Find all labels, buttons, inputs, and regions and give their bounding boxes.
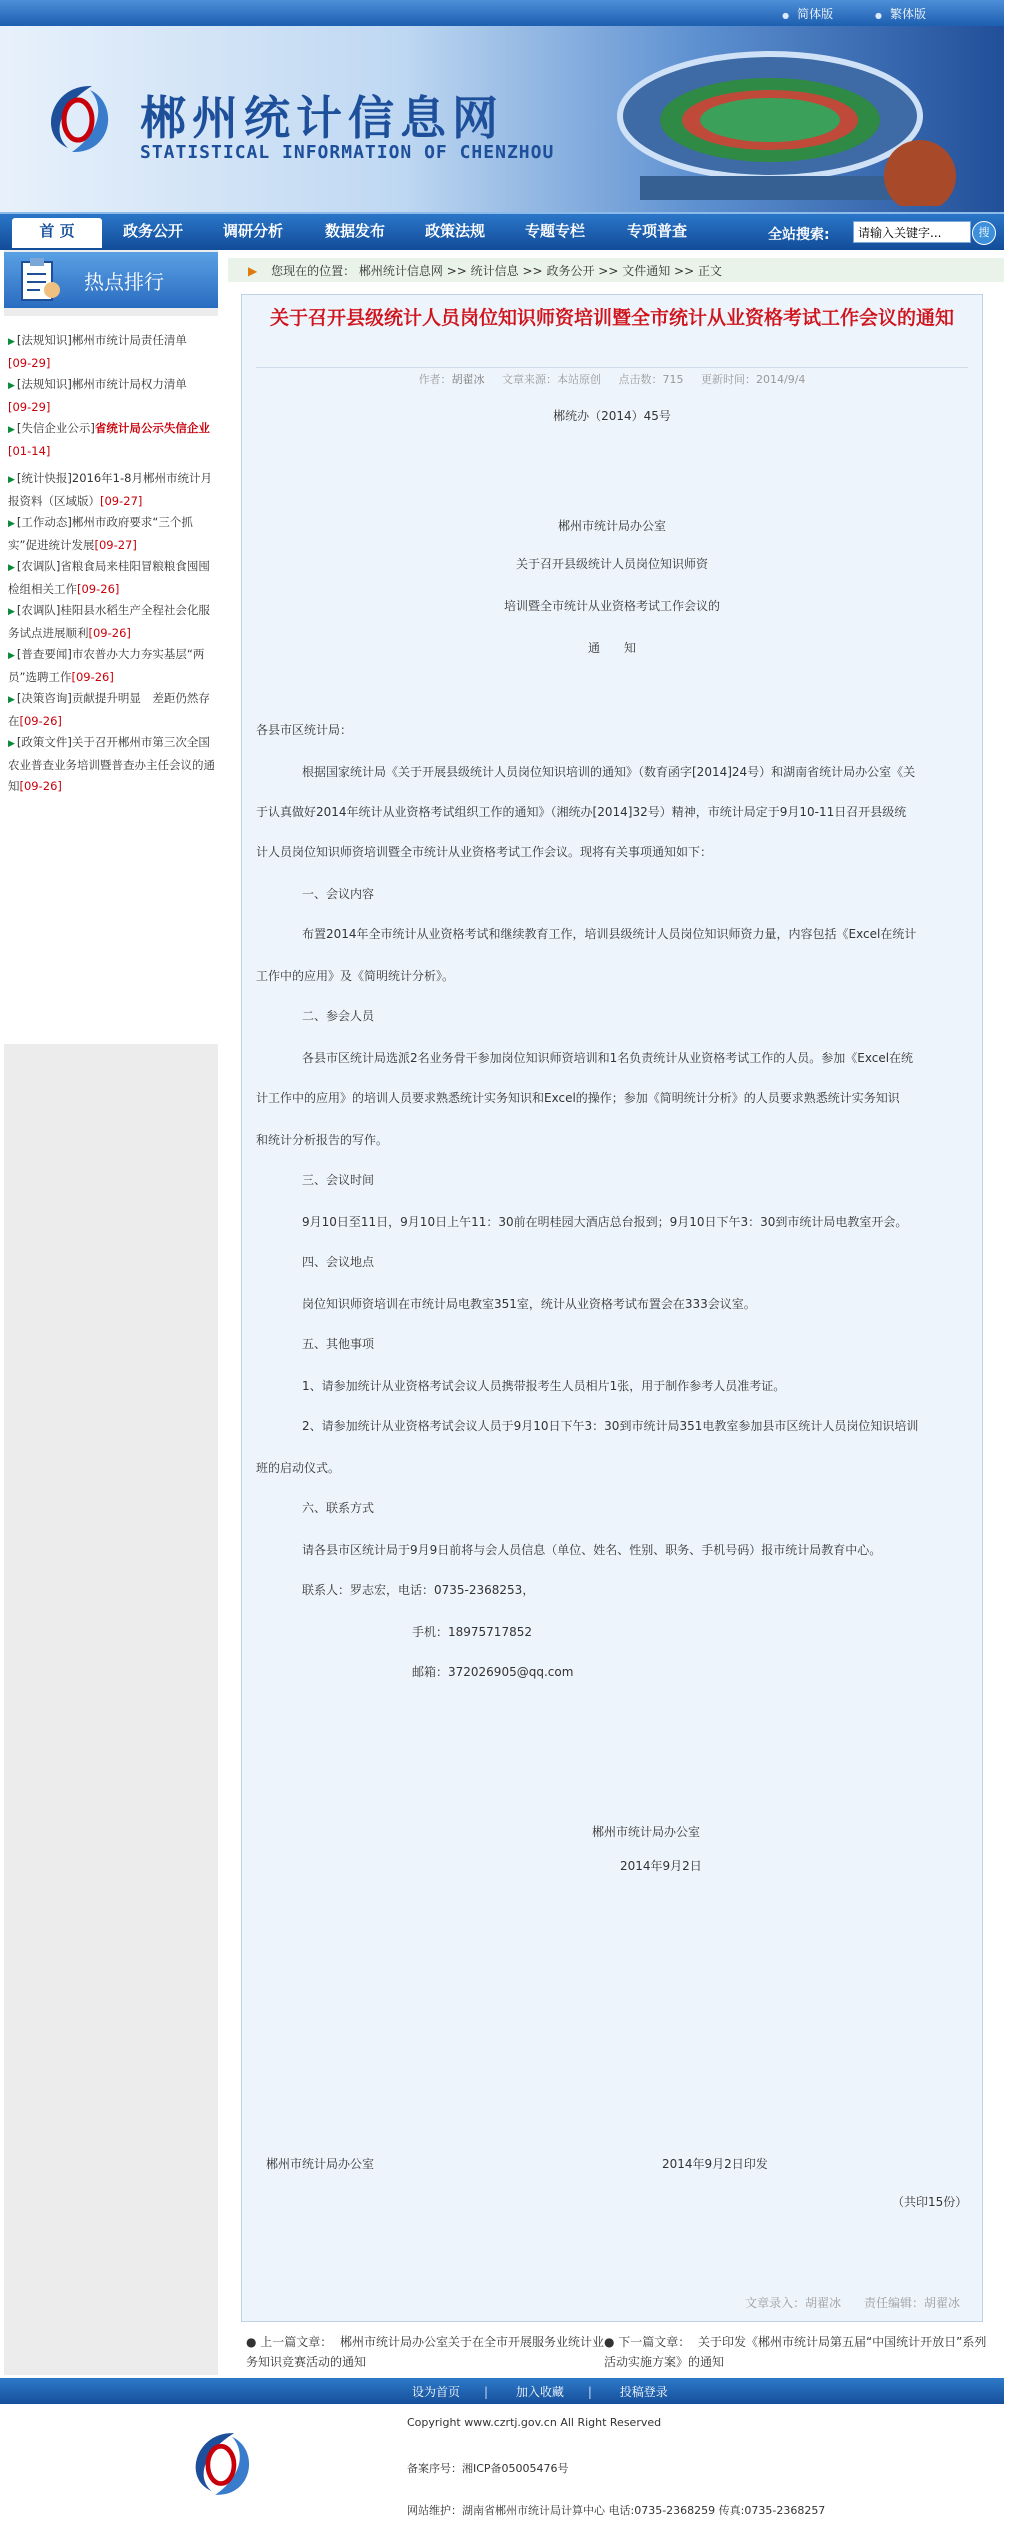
breadcrumb-item[interactable]: 郴州统计信息网: [358, 264, 443, 278]
body-line: 1、请参加统计从业资格考试会议人员携带报考生人员相片1张，用于制作参考人员准考证。: [302, 1379, 786, 1393]
list-item[interactable]: ▶ [普查要闻]市农普办大力夯实基层“两员”选聘工作[09-26]: [8, 647, 205, 684]
list-item[interactable]: ▶ [失信企业公示]省统计局公示失信企业[01-14]: [8, 421, 210, 458]
sign-date: 2014年9月2日: [620, 1859, 702, 1873]
nav-census[interactable]: 专项普查: [626, 222, 687, 240]
breadcrumb-path: ▶ 您现在的位置： 郴州统计信息网 >> 统计信息 >> 政务公开 >> 文件通知 >> 正文: [248, 264, 722, 278]
list-item[interactable]: ▶ [决策咨询]贡献提升明显 差距仍然存在[09-26]: [8, 691, 210, 728]
body-line: 班的启动仪式。: [256, 1461, 341, 1475]
footer-links: 设为首页 | 加入收藏 | 投稿登录: [412, 2385, 668, 2399]
list-item[interactable]: ▶ [统计快报]2016年1-8月郴州市统计月报资料（区域版）[09-27]: [8, 471, 212, 508]
body-line: 各县市区统计局选派2名业务骨干参加岗位知识师资培训和1名负责统计从业资格考试工作的人员。参加《Excel在统: [302, 1051, 914, 1065]
hot-ranking-header: [4, 252, 218, 308]
prev-article[interactable]: ● 上一篇文章： 郴州市统计局办公室关于在全市开展服务业统计业务知识竞赛活动的通知: [246, 2335, 604, 2369]
nav-research[interactable]: 调研分析: [222, 222, 283, 240]
print-copies: （共印15份）: [892, 2195, 968, 2209]
print-org: 郴州市统计局办公室: [266, 2157, 375, 2171]
list-item[interactable]: ▶ [工作动态]郴州市政府要求“三个抓实”促进统计发展[09-27]: [8, 515, 193, 552]
body-line: 岗位知识师资培训在市统计局电教室351室，统计从业资格考试布置会在333会议室。: [302, 1297, 756, 1311]
clipboard-icon: [18, 258, 62, 304]
list-item[interactable]: ▶ [政策文件]关于召开郴州市第三次全国农业普查业务培训暨普查办主任会议的通知[09-26]: [8, 735, 215, 793]
breadcrumb-item[interactable]: 统计信息: [470, 264, 519, 278]
arrow-icon: ▶: [8, 563, 15, 573]
body-line: 于认真做好2014年统计从业资格考试组织工作的通知》（湘统办[2014]32号）精神，市统计局定于9月10-11日召开县级统: [256, 805, 907, 819]
traditional-link[interactable]: ● 繁体版: [875, 7, 926, 21]
arrow-icon: ▶: [8, 425, 15, 435]
footer: [0, 2404, 1004, 2544]
breadcrumb: [228, 258, 1004, 282]
section-heading: 六、联系方式: [302, 1501, 375, 1515]
contact-line: 邮箱：372026905@qq.com: [412, 1665, 574, 1679]
body-line: 计工作中的应用》的培训人员要求熟悉统计实务知识和Excel的操作；参加《简明统计分析》的人员要求熟悉统计实务知识: [256, 1091, 900, 1105]
add-favorite-link[interactable]: 加入收藏: [515, 2385, 564, 2399]
arrow-icon: ▶: [8, 475, 15, 485]
arrow-icon: ▶: [248, 264, 258, 278]
body-line: 和统计分析报告的写作。: [256, 1133, 389, 1147]
section-heading: 三、会议时间: [302, 1173, 375, 1187]
logo-icon: [32, 74, 122, 164]
contact-line: 手机：18975717852: [412, 1625, 532, 1639]
breadcrumb-item: 正文: [697, 264, 722, 278]
article: [241, 294, 983, 2322]
arrow-icon: ▶: [8, 337, 15, 347]
search-button[interactable]: 搜: [972, 221, 996, 245]
list-item[interactable]: ▶ [法规知识]郴州市统计局权力清单 [09-29]: [8, 377, 187, 414]
search-label: 全站搜索:: [768, 227, 830, 243]
page-margin: [1004, 0, 1022, 2544]
heading-line: 关于召开县级统计人员岗位知识师资: [515, 557, 708, 571]
maintainer: 网站维护：湖南省郴州市统计局计算中心 电话:0735-2368259 传真:0735-2368257: [407, 2504, 826, 2517]
nav-data-release[interactable]: 数据发布: [324, 222, 385, 240]
hot-ranking-list: [4, 316, 218, 1044]
body-line: 9月10日至11日，9月10日上午11：30前在明桂园大酒店总台报到；9月10日下午3：30到市统计局电教室开会。: [302, 1215, 908, 1229]
list-item[interactable]: ▶ [农调队]桂阳县水稻生产全程社会化服务试点进展顺利[09-26]: [8, 603, 210, 640]
set-home-link[interactable]: 设为首页: [412, 2385, 461, 2399]
section-heading: 五、其他事项: [302, 1337, 375, 1351]
heading-line: 通 知: [587, 641, 636, 655]
arrow-icon: ▶: [8, 381, 15, 391]
arrow-icon: ▶: [8, 651, 15, 661]
salutation: 各县市区统计局：: [256, 723, 353, 737]
nav-topics[interactable]: 专题专栏: [524, 222, 585, 240]
doc-number: 郴统办（2014）45号: [553, 409, 671, 423]
body-line: 根据国家统计局《关于开展县级统计人员岗位知识培训的通知》（数育函字[2014]24号）和湖南省统计局办公室《关: [302, 765, 916, 779]
footer-logo-icon: [178, 2422, 262, 2506]
heading-line: 培训暨全市统计从业资格考试工作会议的: [503, 599, 720, 613]
article-footer-meta: 文章录入：胡翟冰 责任编辑：胡翟冰: [745, 2296, 960, 2310]
sign-org: 郴州市统计局办公室: [592, 1825, 701, 1839]
arrow-icon: ▶: [8, 739, 15, 749]
body-line: 请各县市区统计局于9月9日前将与会人员信息（单位、姓名、性别、职务、手机号码）报市统计局教育中心。: [302, 1543, 882, 1557]
site-title: 郴州统计信息网: [140, 91, 504, 145]
search-input[interactable]: [853, 221, 971, 243]
article-meta: 作者：胡翟冰 文章来源：本站原创 点击数：715 更新时间：2014/9/4: [418, 373, 806, 386]
list-item[interactable]: ▶ [法规知识]郴州市统计局责任清单 [09-29]: [8, 333, 187, 370]
arrow-icon: ▶: [8, 695, 15, 705]
list-item[interactable]: ▶ [农调队]省粮食局来桂阳冒粮粮食囤囤检组相关工作[09-26]: [8, 559, 210, 596]
copyright: Copyright www.czrtj.gov.cn All Right Reserved: [407, 2416, 662, 2429]
banner: [0, 26, 1004, 212]
body-line: 计人员岗位知识师资培训暨全市统计从业资格考试工作会议。现将有关事项通知如下：: [256, 845, 713, 859]
icp-record: 备案序号：湘ICP备05005476号: [407, 2462, 569, 2475]
simplified-link[interactable]: ● 简体版: [782, 7, 833, 21]
heading-line: 郴州市统计局办公室: [557, 519, 666, 533]
print-date: 2014年9月2日印发: [662, 2157, 768, 2171]
article-title: 关于召开县级统计人员岗位知识师资培训暨全市统计从业资格考试工作会议的通知: [269, 307, 954, 329]
sidebar: [4, 250, 218, 2375]
section-heading: 四、会议地点: [302, 1255, 375, 1269]
submit-login-link[interactable]: 投稿登录: [619, 2385, 668, 2399]
version-links: [744, 5, 926, 22]
arrow-icon: ▶: [8, 519, 15, 529]
body-line: 2、请参加统计从业资格考试会议人员于9月10日下午3：30到市统计局351电教室参加县市区统计人员岗位知识培训: [302, 1419, 919, 1433]
main-nav: [0, 212, 1004, 250]
body-line: 工作中的应用》及《简明统计分析》。: [256, 969, 455, 983]
nav-policy[interactable]: 政策法规: [424, 222, 485, 240]
next-article[interactable]: ● 下一篇文章： 关于印发《郴州市统计局第五届“中国统计开放日”系列活动实施方案》的通知: [604, 2335, 987, 2369]
breadcrumb-item[interactable]: 政务公开: [546, 264, 595, 278]
article-navigation: [242, 2326, 1004, 2372]
nav-home[interactable]: 首 页: [12, 218, 102, 248]
section-heading: 一、会议内容: [302, 887, 375, 901]
breadcrumb-item[interactable]: 文件通知: [622, 264, 671, 278]
nav-gov-affairs[interactable]: 政务公开: [122, 222, 183, 240]
hot-ranking-title: 热点排行: [84, 270, 164, 294]
arrow-icon: ▶: [8, 607, 15, 617]
body-line: 布置2014年全市统计从业资格考试和继续教育工作，培训县级统计人员岗位知识师资力量，内容包括《Excel在统计: [302, 927, 917, 941]
divider: [256, 367, 968, 368]
section-heading: 二、参会人员: [302, 1009, 375, 1023]
contact-line: 联系人：罗志宏，电话：0735-2368253，: [302, 1583, 535, 1597]
site-subtitle: STATISTICAL INFORMATION OF CHENZHOU: [140, 142, 555, 163]
stadium-image: [600, 36, 960, 206]
top-bar: [0, 0, 1004, 26]
footer-links-bar: [0, 2378, 1004, 2404]
